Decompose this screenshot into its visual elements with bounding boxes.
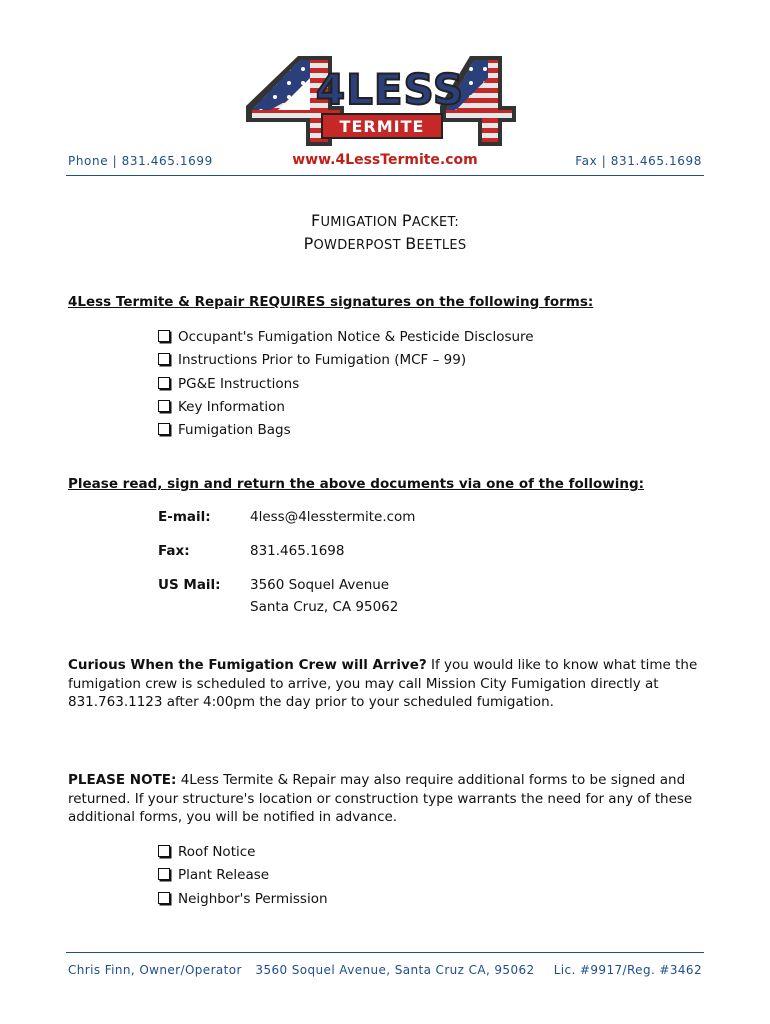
- please-note-paragraph: PLEASE NOTE: 4Less Termite & Repair may also require additional forms to be signed and returned. If your structure's location or construction type warrants the need for any of these additional forms, you will be notified in advance.: [68, 772, 693, 825]
- checkbox-icon: [158, 400, 170, 412]
- mail-address-line-1: 3560 Soquel Avenue: [250, 577, 390, 593]
- list-item: Instructions Prior to Fumigation (MCF – 99): [158, 349, 534, 372]
- document-title-line-2: POWDERPOST BEETLES: [303, 234, 467, 253]
- checkbox-icon: [158, 377, 170, 389]
- header-website-link[interactable]: www.4LessTermite.com: [292, 152, 478, 168]
- list-item: Neighbor's Permission: [158, 888, 328, 911]
- logo-text-sub: TERMITE: [339, 117, 425, 136]
- checkbox-icon: [158, 330, 170, 342]
- checkbox-icon: [158, 423, 170, 435]
- logo-text-main: 4LESS: [315, 65, 465, 114]
- list-item: Key Information: [158, 396, 534, 419]
- checkbox-icon: [158, 845, 170, 857]
- header-divider: [66, 175, 704, 176]
- list-item: PG&E Instructions: [158, 373, 534, 396]
- list-item: Roof Notice: [158, 841, 328, 864]
- please-note-heading: PLEASE NOTE:: [68, 772, 177, 788]
- footer-address: 3560 Soquel Avenue, Santa Cruz CA, 95062: [255, 963, 535, 977]
- header-phone: Phone | 831.465.1699: [68, 154, 213, 168]
- mail-address-line-2: Santa Cruz, CA 95062: [250, 599, 399, 615]
- document-title-line-1: FUMIGATION PACKET:: [310, 211, 460, 230]
- list-item: Occupant's Fumigation Notice & Pesticide Disclosure: [158, 326, 534, 349]
- checkbox-icon: [158, 892, 170, 904]
- footer-owner: Chris Finn, Owner/Operator: [68, 963, 242, 977]
- footer-license: Lic. #9917/Reg. #3462: [553, 963, 702, 977]
- additional-forms-list: [158, 841, 328, 911]
- crew-arrival-paragraph: Curious When the Fumigation Crew will Arrive? If you would like to know what time the fumigation crew is scheduled to arrive, you may call Mission City Fumigation directly at 831.763.1123 after 4:00pm the day prior to your scheduled fumigation.: [68, 657, 698, 710]
- header-fax: Fax | 831.465.1698: [575, 154, 702, 168]
- fax-label: Fax:: [158, 543, 190, 559]
- email-value[interactable]: 4less@4lesstermite.com: [250, 509, 416, 525]
- required-forms-heading: 4Less Termite & Repair REQUIRES signatures on the following forms:: [68, 294, 594, 310]
- return-methods-heading: Please read, sign and return the above documents via one of the following:: [68, 476, 645, 492]
- footer-divider: [66, 952, 704, 953]
- required-forms-list: [158, 326, 534, 442]
- checkbox-icon: [158, 353, 170, 365]
- mail-label: US Mail:: [158, 577, 221, 593]
- checkbox-icon: [158, 868, 170, 880]
- email-label: E-mail:: [158, 509, 211, 525]
- list-item: Plant Release: [158, 864, 328, 887]
- crew-arrival-heading: Curious When the Fumigation Crew will Arrive?: [68, 657, 427, 673]
- fax-value: 831.465.1698: [250, 543, 345, 559]
- company-logo: [240, 48, 530, 153]
- list-item: Fumigation Bags: [158, 419, 534, 442]
